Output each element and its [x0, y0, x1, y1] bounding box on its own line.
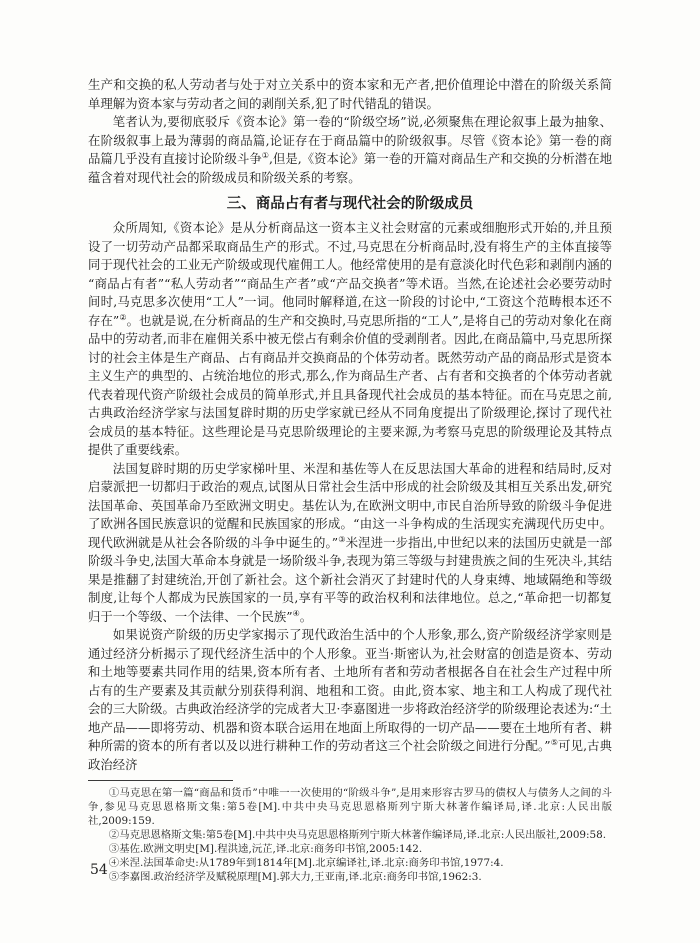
footnote-item: ②马克思恩格斯文集:第5卷[M].中共中央马克思恩格斯列宁斯大林著作编译局,译.北京:人民出版社,2009:58.: [108, 829, 607, 841]
body-paragraph-commodity-owner: 众所周知,《资本论》是从分析商品这一资本主义社会财富的元素或细胞形式开始的,并且预设了一切劳动产品都采取商品生产的形式。不过,马克思在分析商品时,没有将生产的主体直接等同于现代社会的工业无产阶级或现代雇佣工人。他经常使用的是有意淡化时代色彩和剥削内涵的“商品占有者”“私人劳动者”“商品生产者”或“产品交换者”等术语。当然,在论述社会必要劳动时间时,马克思多次使用“工人”一词。他同时解释道,在这一阶段的讨论中,“工资这个范畴根本还不存在”②。也就是说,在分析商品的生产和交换时,马克思所指的“工人”,是将自己的劳动对象化在商品中的劳动者,而非在雇佣关系中被无偿占有剩余价值的受剥削者。因此,在商品篇中,马克思所探讨的社会主体是生产商品、占有商品并交换商品的个体劳动者。既然劳动产品的商品形式是资本主义生产的典型的、占统治地位的形式,那么,作为商品生产者、占有者和交换者的个体劳动者就代表着现代资产阶级社会成员的简单形式,并且具备现代社会成员的基本特征。而在马克思之前,古典政治经济学家与法国复辟时期的历史学家就已经从不同角度提出了阶级理论,探讨了现代社会成员的基本特征。这些理论是马克思阶级理论的主要来源,为考察马克思的阶级理论及其特点提供了重要线索。: [88, 220, 613, 457]
section-heading: 三、商品占有者与现代社会的阶级成员: [226, 195, 474, 212]
footnotes-block: [88, 781, 612, 884]
footnote-item: ③基佐.欧洲文明史[M].程洪逵,沅芷,译.北京:商务印书馆,2005:142.: [108, 843, 423, 855]
body-paragraph-historians: 法国复辟时期的历史学家梯叶里、米涅和基佐等人在反思法国大革命的进程和结局时,反对启蒙派把一切都归于政治的观点,试图从日常社会生活中形成的社会阶级及其相互关系出发,研究法国革命、英国革命乃至欧洲文明史。基佐认为,在欧洲文明中,市民自治所导致的阶级斗争促进了欧洲各国民族意识的觉醒和民族国家的形成。“由这一斗争构成的生活现实充满现代历史中。现代欧洲就是从社会各阶级的斗争中诞生的。”③米涅进一步指出,中世纪以来的法国历史就是一部阶级斗争史,法国大革命本身就是一场阶级斗争,表现为第三等级与封建贵族之间的生死决斗,其结果是推翻了封建统治,开创了新社会。这个新社会消灭了封建时代的人身束缚、地域隔绝和等级制度,让每个人都成为民族国家的一员,享有平等的政治权利和法律地位。总之,“革命把一切都复归于一个等级、一个法律、一个民族”④。: [88, 460, 613, 624]
body-paragraph-continuation: 生产和交换的私人劳动者与处于对立关系中的资本家和无产者,把价值理论中潜在的阶级关系简单理解为资本家与劳动者之间的剥削关系,犯了时代错乱的错误。: [88, 77, 612, 111]
footnote-item: ⑤李嘉图.政治经济学及赋税原理[M].郭大力,王亚南,译.北京:商务印书馆,1962:3.: [108, 871, 482, 883]
body-paragraph-economists: 如果说资产阶级的历史学家揭示了现代政治生活中的个人形象,那么,资产阶级经济学家则是通过经济分析揭示了现代经济生活中的个人形象。亚当·斯密认为,社会财富的创造是资本、劳动和土地等要素共同作用的结果,资本所有者、土地所有者和劳动者根据各自在社会生产过程中所占有的生产要素及其贡献分别获得利润、地租和工资。由此,资本家、地主和工人构成了现代社会的三大阶级。古典政治经济学的完成者大卫·李嘉图进一步将政治经济学的阶级理论表述为:“土地产品——即将劳动、机器和资本联合运用在地面上所取得的一切产品——要在土地所有者、耕种所需的资本的所有者以及以进行耕种工作的劳动者这三个社会阶级之间进行分配。”⑤可见,古典政治经济: [88, 627, 613, 772]
article-body: [88, 76, 612, 774]
footnote-item: ①马克思在第一篇“商品和货币”中唯一一次使用的“阶级斗争”,是用来形容古罗马的债权人与债务人之间的斗争,参见马克思恩格斯文集:第5卷[M].中共中央马克思恩格斯列宁斯大林著作编译局,译.北京:人民出版社,2009:159.: [88, 787, 612, 827]
page-number: 54: [90, 862, 108, 878]
body-paragraph-author-view: 笔者认为,要彻底驳斥《资本论》第一卷的“阶级空场”说,必须聚焦在理论叙事上最为抽象、在阶级叙事上最为薄弱的商品篇,论证存在于商品篇中的阶级叙事。尽管《资本论》第一卷的商品篇几乎没有直接讨论阶级斗争①,但是,《资本论》第一卷的开篇对商品生产和交换的分析潜在地蕴含着对现代社会的阶级成员和阶级关系的考察。: [88, 114, 613, 185]
footnote-item: ④米涅.法国革命史:从1789年到1814年[M].北京编译社,译.北京:商务印书馆,1977:4.: [108, 857, 504, 869]
